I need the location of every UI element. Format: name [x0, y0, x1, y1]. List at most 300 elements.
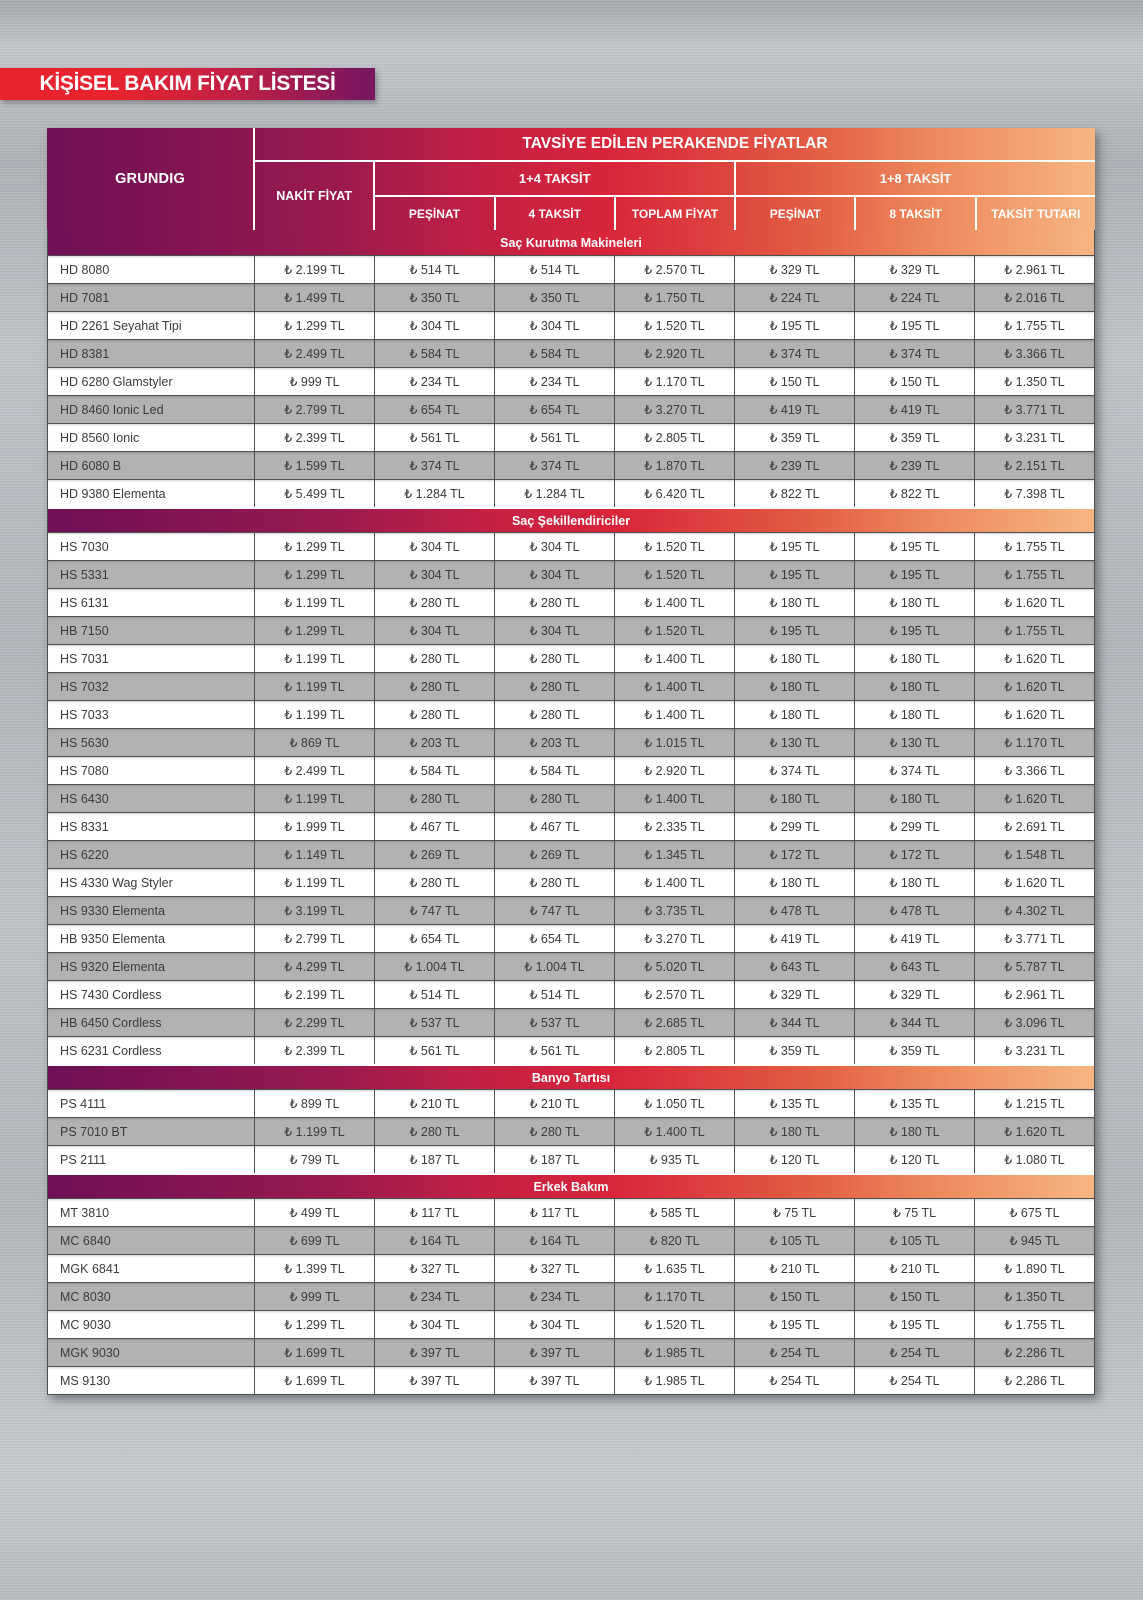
price-cell: ₺ 1.548 TL	[974, 841, 1094, 868]
price-cell: ₺ 1.399 TL	[254, 1255, 374, 1282]
price-cell: ₺ 2.286 TL	[974, 1339, 1094, 1366]
model-cell: HD 2261 Seyahat Tipi	[60, 318, 182, 333]
price-cell: ₺ 164 TL	[374, 1227, 494, 1254]
price-cell: ₺ 304 TL	[494, 561, 614, 588]
price-cell: ₺ 2.685 TL	[614, 1009, 734, 1036]
model-cell: HS 7080	[60, 763, 109, 778]
price-cell: ₺ 1.400 TL	[614, 673, 734, 700]
price-cell: ₺ 499 TL	[254, 1199, 374, 1226]
table-row	[48, 728, 1094, 756]
installment-1-plus-4-header: 1+4 TAKSİT	[373, 162, 734, 197]
price-cell: ₺ 3.096 TL	[974, 1009, 1094, 1036]
price-cell: ₺ 203 TL	[374, 729, 494, 756]
price-cell: ₺ 180 TL	[854, 1118, 974, 1145]
price-cell: ₺ 1.400 TL	[614, 785, 734, 812]
model-cell: HS 6231 Cordless	[60, 1043, 162, 1058]
price-cell: ₺ 374 TL	[734, 340, 854, 367]
price-cell: ₺ 419 TL	[854, 396, 974, 423]
table-row	[48, 1008, 1094, 1036]
price-cell: ₺ 2.016 TL	[974, 284, 1094, 311]
table-row	[48, 896, 1094, 924]
price-cell: ₺ 5.020 TL	[614, 953, 734, 980]
price-cell: ₺ 561 TL	[494, 1037, 614, 1064]
price-cell: ₺ 1.015 TL	[614, 729, 734, 756]
table-row	[48, 1282, 1094, 1310]
price-cell: ₺ 180 TL	[854, 673, 974, 700]
price-cell: ₺ 935 TL	[614, 1146, 734, 1173]
price-cell: ₺ 150 TL	[854, 368, 974, 395]
model-cell: MS 9130	[60, 1373, 111, 1388]
price-cell: ₺ 327 TL	[494, 1255, 614, 1282]
price-cell: ₺ 2.499 TL	[254, 757, 374, 784]
table-row	[48, 1226, 1094, 1254]
price-cell: ₺ 180 TL	[854, 869, 974, 896]
price-cell: ₺ 1.350 TL	[974, 368, 1094, 395]
price-cell: ₺ 304 TL	[494, 617, 614, 644]
price-cell: ₺ 75 TL	[734, 1199, 854, 1226]
price-cell: ₺ 280 TL	[374, 589, 494, 616]
price-cell: ₺ 75 TL	[854, 1199, 974, 1226]
price-cell: ₺ 643 TL	[734, 953, 854, 980]
price-cell: ₺ 1.635 TL	[614, 1255, 734, 1282]
price-cell: ₺ 224 TL	[734, 284, 854, 311]
model-cell: HS 5630	[60, 735, 109, 750]
model-cell: HS 4330 Wag Styler	[60, 875, 173, 890]
price-cell: ₺ 514 TL	[374, 981, 494, 1008]
price-cell: ₺ 180 TL	[854, 701, 974, 728]
table-row	[48, 367, 1094, 395]
table-row	[48, 756, 1094, 784]
price-cell: ₺ 280 TL	[494, 869, 614, 896]
section-header: Banyo Tartısı	[48, 1064, 1094, 1089]
price-cell: ₺ 2.799 TL	[254, 396, 374, 423]
price-cell: ₺ 1.520 TL	[614, 561, 734, 588]
table-row	[48, 1254, 1094, 1282]
price-cell: ₺ 1.199 TL	[254, 869, 374, 896]
price-cell: ₺ 299 TL	[854, 813, 974, 840]
price-cell: ₺ 584 TL	[374, 340, 494, 367]
model-cell: PS 4111	[60, 1096, 107, 1111]
model-cell: HD 8560 Ionic	[60, 430, 140, 445]
price-cell: ₺ 2.920 TL	[614, 340, 734, 367]
price-cell: ₺ 419 TL	[734, 396, 854, 423]
price-cell: ₺ 234 TL	[374, 1283, 494, 1310]
price-cell: ₺ 374 TL	[854, 757, 974, 784]
price-cell: ₺ 280 TL	[494, 785, 614, 812]
price-cell: ₺ 675 TL	[974, 1199, 1094, 1226]
price-cell: ₺ 397 TL	[374, 1367, 494, 1394]
price-cell: ₺ 329 TL	[854, 981, 974, 1008]
price-cell: ₺ 304 TL	[494, 1311, 614, 1338]
price-cell: ₺ 180 TL	[734, 589, 854, 616]
model-cell: HB 9350 Elementa	[60, 931, 165, 946]
price-cell: ₺ 1.755 TL	[974, 1311, 1094, 1338]
down-payment-header-1-4: PEŞİNAT	[373, 197, 493, 230]
price-cell: ₺ 254 TL	[854, 1339, 974, 1366]
price-cell: ₺ 1.499 TL	[254, 284, 374, 311]
price-cell: ₺ 117 TL	[494, 1199, 614, 1226]
price-cell: ₺ 1.345 TL	[614, 841, 734, 868]
model-cell: MC 8030	[60, 1289, 111, 1304]
price-cell: ₺ 1.299 TL	[254, 617, 374, 644]
price-cell: ₺ 1.699 TL	[254, 1339, 374, 1366]
price-cell: ₺ 187 TL	[494, 1146, 614, 1173]
table-row	[48, 1310, 1094, 1338]
price-cell: ₺ 239 TL	[854, 452, 974, 479]
price-cell: ₺ 1.400 TL	[614, 1118, 734, 1145]
price-cell: ₺ 180 TL	[734, 645, 854, 672]
price-cell: ₺ 1.520 TL	[614, 617, 734, 644]
table-row	[48, 1145, 1094, 1173]
price-cell: ₺ 1.199 TL	[254, 589, 374, 616]
price-cell: ₺ 869 TL	[254, 729, 374, 756]
price-cell: ₺ 822 TL	[854, 480, 974, 507]
price-cell: ₺ 280 TL	[494, 645, 614, 672]
table-row	[48, 588, 1094, 616]
table-row	[48, 980, 1094, 1008]
price-cell: ₺ 304 TL	[494, 312, 614, 339]
price-cell: ₺ 6.420 TL	[614, 480, 734, 507]
model-cell: HD 7081	[60, 290, 110, 305]
price-cell: ₺ 467 TL	[494, 813, 614, 840]
price-cell: ₺ 180 TL	[734, 701, 854, 728]
price-cell: ₺ 3.231 TL	[974, 424, 1094, 451]
price-cell: ₺ 344 TL	[854, 1009, 974, 1036]
cash-price-header: NAKİT FİYAT	[253, 162, 373, 230]
price-cell: ₺ 120 TL	[854, 1146, 974, 1173]
price-cell: ₺ 584 TL	[374, 757, 494, 784]
price-cell: ₺ 999 TL	[254, 1283, 374, 1310]
price-cell: ₺ 1.350 TL	[974, 1283, 1094, 1310]
price-cell: ₺ 2.805 TL	[614, 424, 734, 451]
price-cell: ₺ 210 TL	[734, 1255, 854, 1282]
section-header: Saç Şekillendiriciler	[48, 507, 1094, 532]
table-row	[48, 784, 1094, 812]
price-cell: ₺ 3.366 TL	[974, 757, 1094, 784]
table-row	[48, 1117, 1094, 1145]
price-cell: ₺ 1.599 TL	[254, 452, 374, 479]
price-cell: ₺ 234 TL	[494, 368, 614, 395]
table-row	[48, 451, 1094, 479]
table-row	[48, 1366, 1094, 1394]
price-cell: ₺ 2.399 TL	[254, 1037, 374, 1064]
total-price-header: TOPLAM FİYAT	[614, 197, 734, 230]
model-cell: HD 8460 Ionic Led	[60, 402, 164, 417]
8-installments-header: 8 TAKSİT	[854, 197, 974, 230]
price-cell: ₺ 945 TL	[974, 1227, 1094, 1254]
price-cell: ₺ 1.870 TL	[614, 452, 734, 479]
price-cell: ₺ 584 TL	[494, 757, 614, 784]
table-body	[47, 230, 1095, 1395]
price-cell: ₺ 2.335 TL	[614, 813, 734, 840]
price-cell: ₺ 210 TL	[374, 1090, 494, 1117]
table-row	[48, 395, 1094, 423]
price-cell: ₺ 1.755 TL	[974, 533, 1094, 560]
price-cell: ₺ 2.961 TL	[974, 256, 1094, 283]
price-cell: ₺ 397 TL	[374, 1339, 494, 1366]
price-cell: ₺ 180 TL	[854, 645, 974, 672]
price-cell: ₺ 280 TL	[494, 701, 614, 728]
price-cell: ₺ 1.620 TL	[974, 589, 1094, 616]
price-cell: ₺ 1.620 TL	[974, 645, 1094, 672]
price-cell: ₺ 359 TL	[854, 424, 974, 451]
price-cell: ₺ 1.284 TL	[374, 480, 494, 507]
price-cell: ₺ 195 TL	[734, 312, 854, 339]
price-cell: ₺ 419 TL	[734, 925, 854, 952]
installment-amount-header: TAKSİT TUTARI	[975, 197, 1095, 230]
table-row	[48, 952, 1094, 980]
price-cell: ₺ 1.170 TL	[974, 729, 1094, 756]
price-cell: ₺ 2.799 TL	[254, 925, 374, 952]
price-cell: ₺ 304 TL	[374, 1311, 494, 1338]
price-cell: ₺ 280 TL	[374, 701, 494, 728]
price-cell: ₺ 643 TL	[854, 953, 974, 980]
table-row	[48, 616, 1094, 644]
model-cell: MGK 9030	[60, 1345, 120, 1360]
price-cell: ₺ 1.004 TL	[494, 953, 614, 980]
price-cell: ₺ 654 TL	[374, 396, 494, 423]
price-cell: ₺ 561 TL	[374, 424, 494, 451]
price-cell: ₺ 5.787 TL	[974, 953, 1094, 980]
price-cell: ₺ 1.750 TL	[614, 284, 734, 311]
table-row	[48, 560, 1094, 588]
price-cell: ₺ 280 TL	[374, 645, 494, 672]
price-cell: ₺ 3.231 TL	[974, 1037, 1094, 1064]
price-cell: ₺ 1.199 TL	[254, 673, 374, 700]
price-cell: ₺ 397 TL	[494, 1339, 614, 1366]
price-table	[47, 128, 1095, 1395]
model-cell: HS 5331	[60, 567, 109, 582]
price-cell: ₺ 822 TL	[734, 480, 854, 507]
price-cell: ₺ 350 TL	[494, 284, 614, 311]
price-cell: ₺ 1.199 TL	[254, 785, 374, 812]
price-cell: ₺ 2.286 TL	[974, 1367, 1094, 1394]
price-cell: ₺ 2.570 TL	[614, 256, 734, 283]
price-cell: ₺ 280 TL	[494, 589, 614, 616]
model-cell: HD 8080	[60, 262, 110, 277]
price-cell: ₺ 2.805 TL	[614, 1037, 734, 1064]
table-row	[48, 924, 1094, 952]
recommended-retail-prices-header: TAVSİYE EDİLEN PERAKENDE FİYATLAR	[253, 128, 1095, 162]
price-cell: ₺ 195 TL	[854, 617, 974, 644]
price-cell: ₺ 478 TL	[854, 897, 974, 924]
price-cell: ₺ 195 TL	[734, 1311, 854, 1338]
price-cell: ₺ 3.735 TL	[614, 897, 734, 924]
price-cell: ₺ 350 TL	[374, 284, 494, 311]
price-cell: ₺ 514 TL	[494, 256, 614, 283]
price-cell: ₺ 1.400 TL	[614, 589, 734, 616]
price-cell: ₺ 195 TL	[734, 533, 854, 560]
table-row	[48, 672, 1094, 700]
price-cell: ₺ 419 TL	[854, 925, 974, 952]
table-header	[47, 128, 1095, 230]
price-cell: ₺ 304 TL	[374, 561, 494, 588]
price-cell: ₺ 374 TL	[854, 340, 974, 367]
price-cell: ₺ 150 TL	[734, 368, 854, 395]
model-cell: PS 7010 BT	[60, 1124, 128, 1139]
price-cell: ₺ 344 TL	[734, 1009, 854, 1036]
price-cell: ₺ 1.755 TL	[974, 617, 1094, 644]
page-title: KİŞİSEL BAKIM FİYAT LİSTESİ	[0, 68, 375, 100]
model-cell: MC 9030	[60, 1317, 111, 1332]
price-cell: ₺ 120 TL	[734, 1146, 854, 1173]
table-row	[48, 1089, 1094, 1117]
model-cell: MC 6840	[60, 1233, 111, 1248]
model-cell: HS 7031	[60, 651, 109, 666]
price-cell: ₺ 117 TL	[374, 1199, 494, 1226]
price-cell: ₺ 5.499 TL	[254, 480, 374, 507]
price-cell: ₺ 1.050 TL	[614, 1090, 734, 1117]
price-cell: ₺ 654 TL	[494, 925, 614, 952]
price-cell: ₺ 234 TL	[374, 368, 494, 395]
price-cell: ₺ 1.985 TL	[614, 1367, 734, 1394]
table-row	[48, 339, 1094, 367]
price-cell: ₺ 1.699 TL	[254, 1367, 374, 1394]
model-cell: HB 7150	[60, 623, 109, 638]
price-cell: ₺ 180 TL	[854, 589, 974, 616]
table-row	[48, 1338, 1094, 1366]
price-cell: ₺ 3.199 TL	[254, 897, 374, 924]
price-cell: ₺ 1.299 TL	[254, 312, 374, 339]
model-cell: MGK 6841	[60, 1261, 120, 1276]
price-cell: ₺ 654 TL	[494, 396, 614, 423]
price-cell: ₺ 899 TL	[254, 1090, 374, 1117]
price-cell: ₺ 1.890 TL	[974, 1255, 1094, 1282]
table-row	[48, 479, 1094, 507]
price-cell: ₺ 172 TL	[734, 841, 854, 868]
model-cell: HS 6220	[60, 847, 109, 862]
price-cell: ₺ 820 TL	[614, 1227, 734, 1254]
price-cell: ₺ 1.755 TL	[974, 312, 1094, 339]
price-cell: ₺ 747 TL	[374, 897, 494, 924]
model-cell: HS 8331	[60, 819, 109, 834]
price-cell: ₺ 1.299 TL	[254, 561, 374, 588]
price-cell: ₺ 2.151 TL	[974, 452, 1094, 479]
price-cell: ₺ 254 TL	[854, 1367, 974, 1394]
price-cell: ₺ 1.520 TL	[614, 312, 734, 339]
price-cell: ₺ 254 TL	[734, 1367, 854, 1394]
price-cell: ₺ 195 TL	[854, 533, 974, 560]
price-cell: ₺ 7.398 TL	[974, 480, 1094, 507]
price-cell: ₺ 1.755 TL	[974, 561, 1094, 588]
price-cell: ₺ 654 TL	[374, 925, 494, 952]
price-cell: ₺ 329 TL	[854, 256, 974, 283]
price-cell: ₺ 359 TL	[734, 1037, 854, 1064]
price-cell: ₺ 180 TL	[734, 869, 854, 896]
price-cell: ₺ 195 TL	[854, 1311, 974, 1338]
model-cell: HS 9320 Elementa	[60, 959, 165, 974]
price-cell: ₺ 254 TL	[734, 1339, 854, 1366]
price-cell: ₺ 1.620 TL	[974, 785, 1094, 812]
price-cell: ₺ 224 TL	[854, 284, 974, 311]
4-installments-header: 4 TAKSİT	[494, 197, 614, 230]
price-cell: ₺ 105 TL	[854, 1227, 974, 1254]
price-cell: ₺ 3.771 TL	[974, 396, 1094, 423]
price-cell: ₺ 584 TL	[494, 340, 614, 367]
table-row	[48, 532, 1094, 560]
price-cell: ₺ 304 TL	[374, 617, 494, 644]
table-row	[48, 840, 1094, 868]
price-cell: ₺ 585 TL	[614, 1199, 734, 1226]
price-cell: ₺ 304 TL	[374, 533, 494, 560]
price-cell: ₺ 105 TL	[734, 1227, 854, 1254]
price-cell: ₺ 195 TL	[734, 561, 854, 588]
price-cell: ₺ 210 TL	[494, 1090, 614, 1117]
model-cell: HS 7430 Cordless	[60, 987, 162, 1002]
section-header: Erkek Bakım	[48, 1173, 1094, 1198]
price-cell: ₺ 2.961 TL	[974, 981, 1094, 1008]
section-header: Saç Kurutma Makineleri	[48, 230, 1094, 255]
price-cell: ₺ 299 TL	[734, 813, 854, 840]
price-cell: ₺ 4.299 TL	[254, 953, 374, 980]
price-cell: ₺ 514 TL	[494, 981, 614, 1008]
price-cell: ₺ 280 TL	[374, 785, 494, 812]
price-cell: ₺ 304 TL	[374, 312, 494, 339]
price-cell: ₺ 999 TL	[254, 368, 374, 395]
table-row	[48, 423, 1094, 451]
model-cell: MT 3810	[60, 1205, 110, 1220]
price-cell: ₺ 1.620 TL	[974, 701, 1094, 728]
price-cell: ₺ 1.400 TL	[614, 869, 734, 896]
price-cell: ₺ 3.771 TL	[974, 925, 1094, 952]
price-cell: ₺ 195 TL	[854, 561, 974, 588]
price-cell: ₺ 180 TL	[734, 1118, 854, 1145]
price-cell: ₺ 280 TL	[374, 673, 494, 700]
model-cell: HD 8381	[60, 346, 110, 361]
table-row	[48, 283, 1094, 311]
price-cell: ₺ 180 TL	[854, 785, 974, 812]
price-cell: ₺ 478 TL	[734, 897, 854, 924]
price-cell: ₺ 1.284 TL	[494, 480, 614, 507]
price-cell: ₺ 1.620 TL	[974, 1118, 1094, 1145]
price-cell: ₺ 561 TL	[494, 424, 614, 451]
price-cell: ₺ 2.399 TL	[254, 424, 374, 451]
price-cell: ₺ 1.080 TL	[974, 1146, 1094, 1173]
price-cell: ₺ 2.920 TL	[614, 757, 734, 784]
price-cell: ₺ 1.985 TL	[614, 1339, 734, 1366]
price-cell: ₺ 187 TL	[374, 1146, 494, 1173]
price-cell: ₺ 374 TL	[374, 452, 494, 479]
price-cell: ₺ 2.570 TL	[614, 981, 734, 1008]
price-cell: ₺ 397 TL	[494, 1367, 614, 1394]
price-cell: ₺ 329 TL	[734, 981, 854, 1008]
installment-1-plus-8-header: 1+8 TAKSİT	[734, 162, 1095, 197]
price-cell: ₺ 130 TL	[854, 729, 974, 756]
price-cell: ₺ 359 TL	[854, 1037, 974, 1064]
model-cell: HS 7033	[60, 707, 109, 722]
price-cell: ₺ 280 TL	[374, 1118, 494, 1145]
price-cell: ₺ 374 TL	[494, 452, 614, 479]
price-cell: ₺ 1.299 TL	[254, 1311, 374, 1338]
price-cell: ₺ 1.400 TL	[614, 645, 734, 672]
price-cell: ₺ 2.199 TL	[254, 981, 374, 1008]
price-cell: ₺ 280 TL	[494, 673, 614, 700]
price-cell: ₺ 3.366 TL	[974, 340, 1094, 367]
price-cell: ₺ 359 TL	[734, 424, 854, 451]
table-row	[48, 1036, 1094, 1064]
price-cell: ₺ 195 TL	[854, 312, 974, 339]
price-cell: ₺ 1.400 TL	[614, 701, 734, 728]
table-row	[48, 311, 1094, 339]
price-cell: ₺ 4.302 TL	[974, 897, 1094, 924]
price-cell: ₺ 2.199 TL	[254, 256, 374, 283]
price-cell: ₺ 135 TL	[854, 1090, 974, 1117]
price-cell: ₺ 561 TL	[374, 1037, 494, 1064]
price-cell: ₺ 537 TL	[374, 1009, 494, 1036]
price-cell: ₺ 150 TL	[854, 1283, 974, 1310]
price-cell: ₺ 327 TL	[374, 1255, 494, 1282]
table-row	[48, 1198, 1094, 1226]
